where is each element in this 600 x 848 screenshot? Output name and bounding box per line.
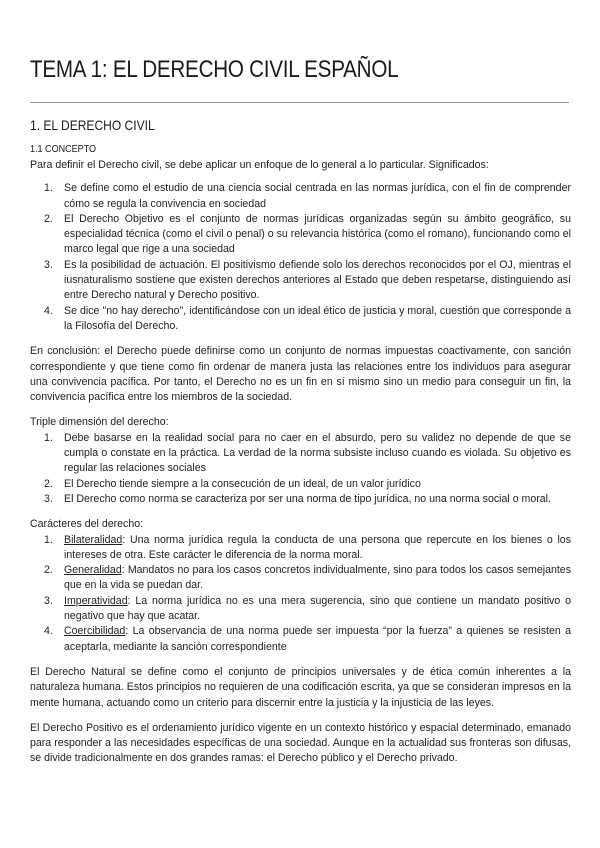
list-item: 4. Se dice "no hay derecho", identificándose con un ideal ético de justicia y moral, cuestión que corresponde a la Filosofía del Derecho. bbox=[44, 304, 571, 332]
list-item: 3. Es la posibilidad de actuación. El positivismo defiende solo los derechos reconocidos por el OJ, mientras el iusnaturalismo sostiene que existen derechos anteriores al Estado que deben respetarse, distinguiendo así entre Derecho natural y Derecho positivo. bbox=[44, 258, 571, 302]
positive-law-paragraph: El Derecho Positivo es el ordenamiento jurídico vigente en un contexto histórico y espacial determinado, emanado para responder a las necesidades específicas de una sociedad. Aunque en la actualidad sus fronteras son difusas, se divide tradicionalmente en dos grandes ramas: el Derecho público y el Derecho privado. bbox=[30, 721, 571, 765]
list-item: 2. Generalidad: Mandatos no para los casos concretos individualmente, sino para todos los casos semejantes que en la vida se puedan dar. bbox=[44, 564, 571, 592]
document-body bbox=[30, 158, 571, 767]
term: Bilateralidad bbox=[64, 533, 123, 546]
term: Coercibilidad bbox=[64, 625, 126, 638]
intro-paragraph: Para definir el Derecho civil, se debe aplicar un enfoque de lo general a lo particular. Significados: bbox=[30, 159, 489, 171]
page-title: TEMA 1: EL DERECHO CIVIL ESPAÑOL bbox=[30, 56, 399, 83]
term: Generalidad bbox=[64, 564, 122, 577]
list-item: 1. Bilateralidad: Una norma jurídica regula la conducta de una persona que repercute en los bienes o los intereses de otra. Este carácter le diferencia de la norma moral. bbox=[44, 533, 571, 561]
list-item: 1. Debe basarse en la realidad social para no caer en el absurdo, pero su validez no depende de que se cumpla o constate en la práctica. La verdad de la norma subsiste incluso cuando es violada. Su objetivo es regular las relaciones sociales bbox=[44, 431, 571, 475]
characters-list bbox=[30, 533, 571, 655]
list-item: 2. El Derecho Objetivo es el conjunto de normas jurídicas organizadas según su ámbito geográfico, su especialidad técnica (como el civil o penal) o su relevancia histórica (como el romano), funcionando como el marco legal que rige a una sociedad bbox=[44, 212, 571, 256]
natural-law-paragraph: El Derecho Natural se define como el conjunto de principios universales y de ética común inherentes a la naturaleza humana. Estos principios no requieren de una codificación escrita, ya que se consideran impresos en la mente humana, actuando como un criterio para discernir entre la justicia y la injusticia de las leyes. bbox=[30, 665, 571, 709]
conclusion-paragraph: En conclusión: el Derecho puede definirse como un conjunto de normas impuestas coactivamente, con sanción correspondiente y que tiene como fin ordenar de manera justa las relaciones entre los individuos para asegurar una convivencia pacífica. Por tanto, el Derecho no es un fin en sí mismo sino un medio para conseguir un fin, la convivencia pacífica entre los miembros de la sociedad. bbox=[30, 345, 571, 404]
characters-heading: Carácteres del derecho: bbox=[30, 518, 144, 531]
subsection-heading: 1.1 CONCEPTO bbox=[30, 143, 97, 155]
list-item: 4. Coercibilidad: La observancia de una norma puede ser impuesta “por la fuerza” a quienes se resisten a aceptarla, mediante la sanción correspondiente bbox=[44, 625, 571, 653]
section-heading: 1. EL DERECHO CIVIL bbox=[30, 117, 155, 133]
list-item: 2. El Derecho tiende siempre a la consecución de un ideal, de un valor jurídico bbox=[44, 477, 421, 490]
list-item: 3. Imperatividad: La norma jurídica no es una mera sugerencia, sino que contiene un mandato positivo o negativo que hay que acatar. bbox=[44, 594, 571, 623]
meanings-list bbox=[30, 181, 571, 334]
title-divider bbox=[30, 102, 569, 103]
list-item: 3. El Derecho como norma se caracteriza por ser una norma de tipo jurídica, no una norma social o moral. bbox=[44, 492, 551, 505]
list-item: 1. Se define como el estudio de una ciencia social centrada en las normas jurídica, con el fin de comprender cómo se regula la convivencia en sociedad bbox=[44, 182, 571, 210]
term: Imperatividad bbox=[64, 594, 128, 607]
triple-heading: Triple dimensión del derecho: bbox=[30, 416, 169, 429]
triple-list bbox=[30, 431, 571, 507]
